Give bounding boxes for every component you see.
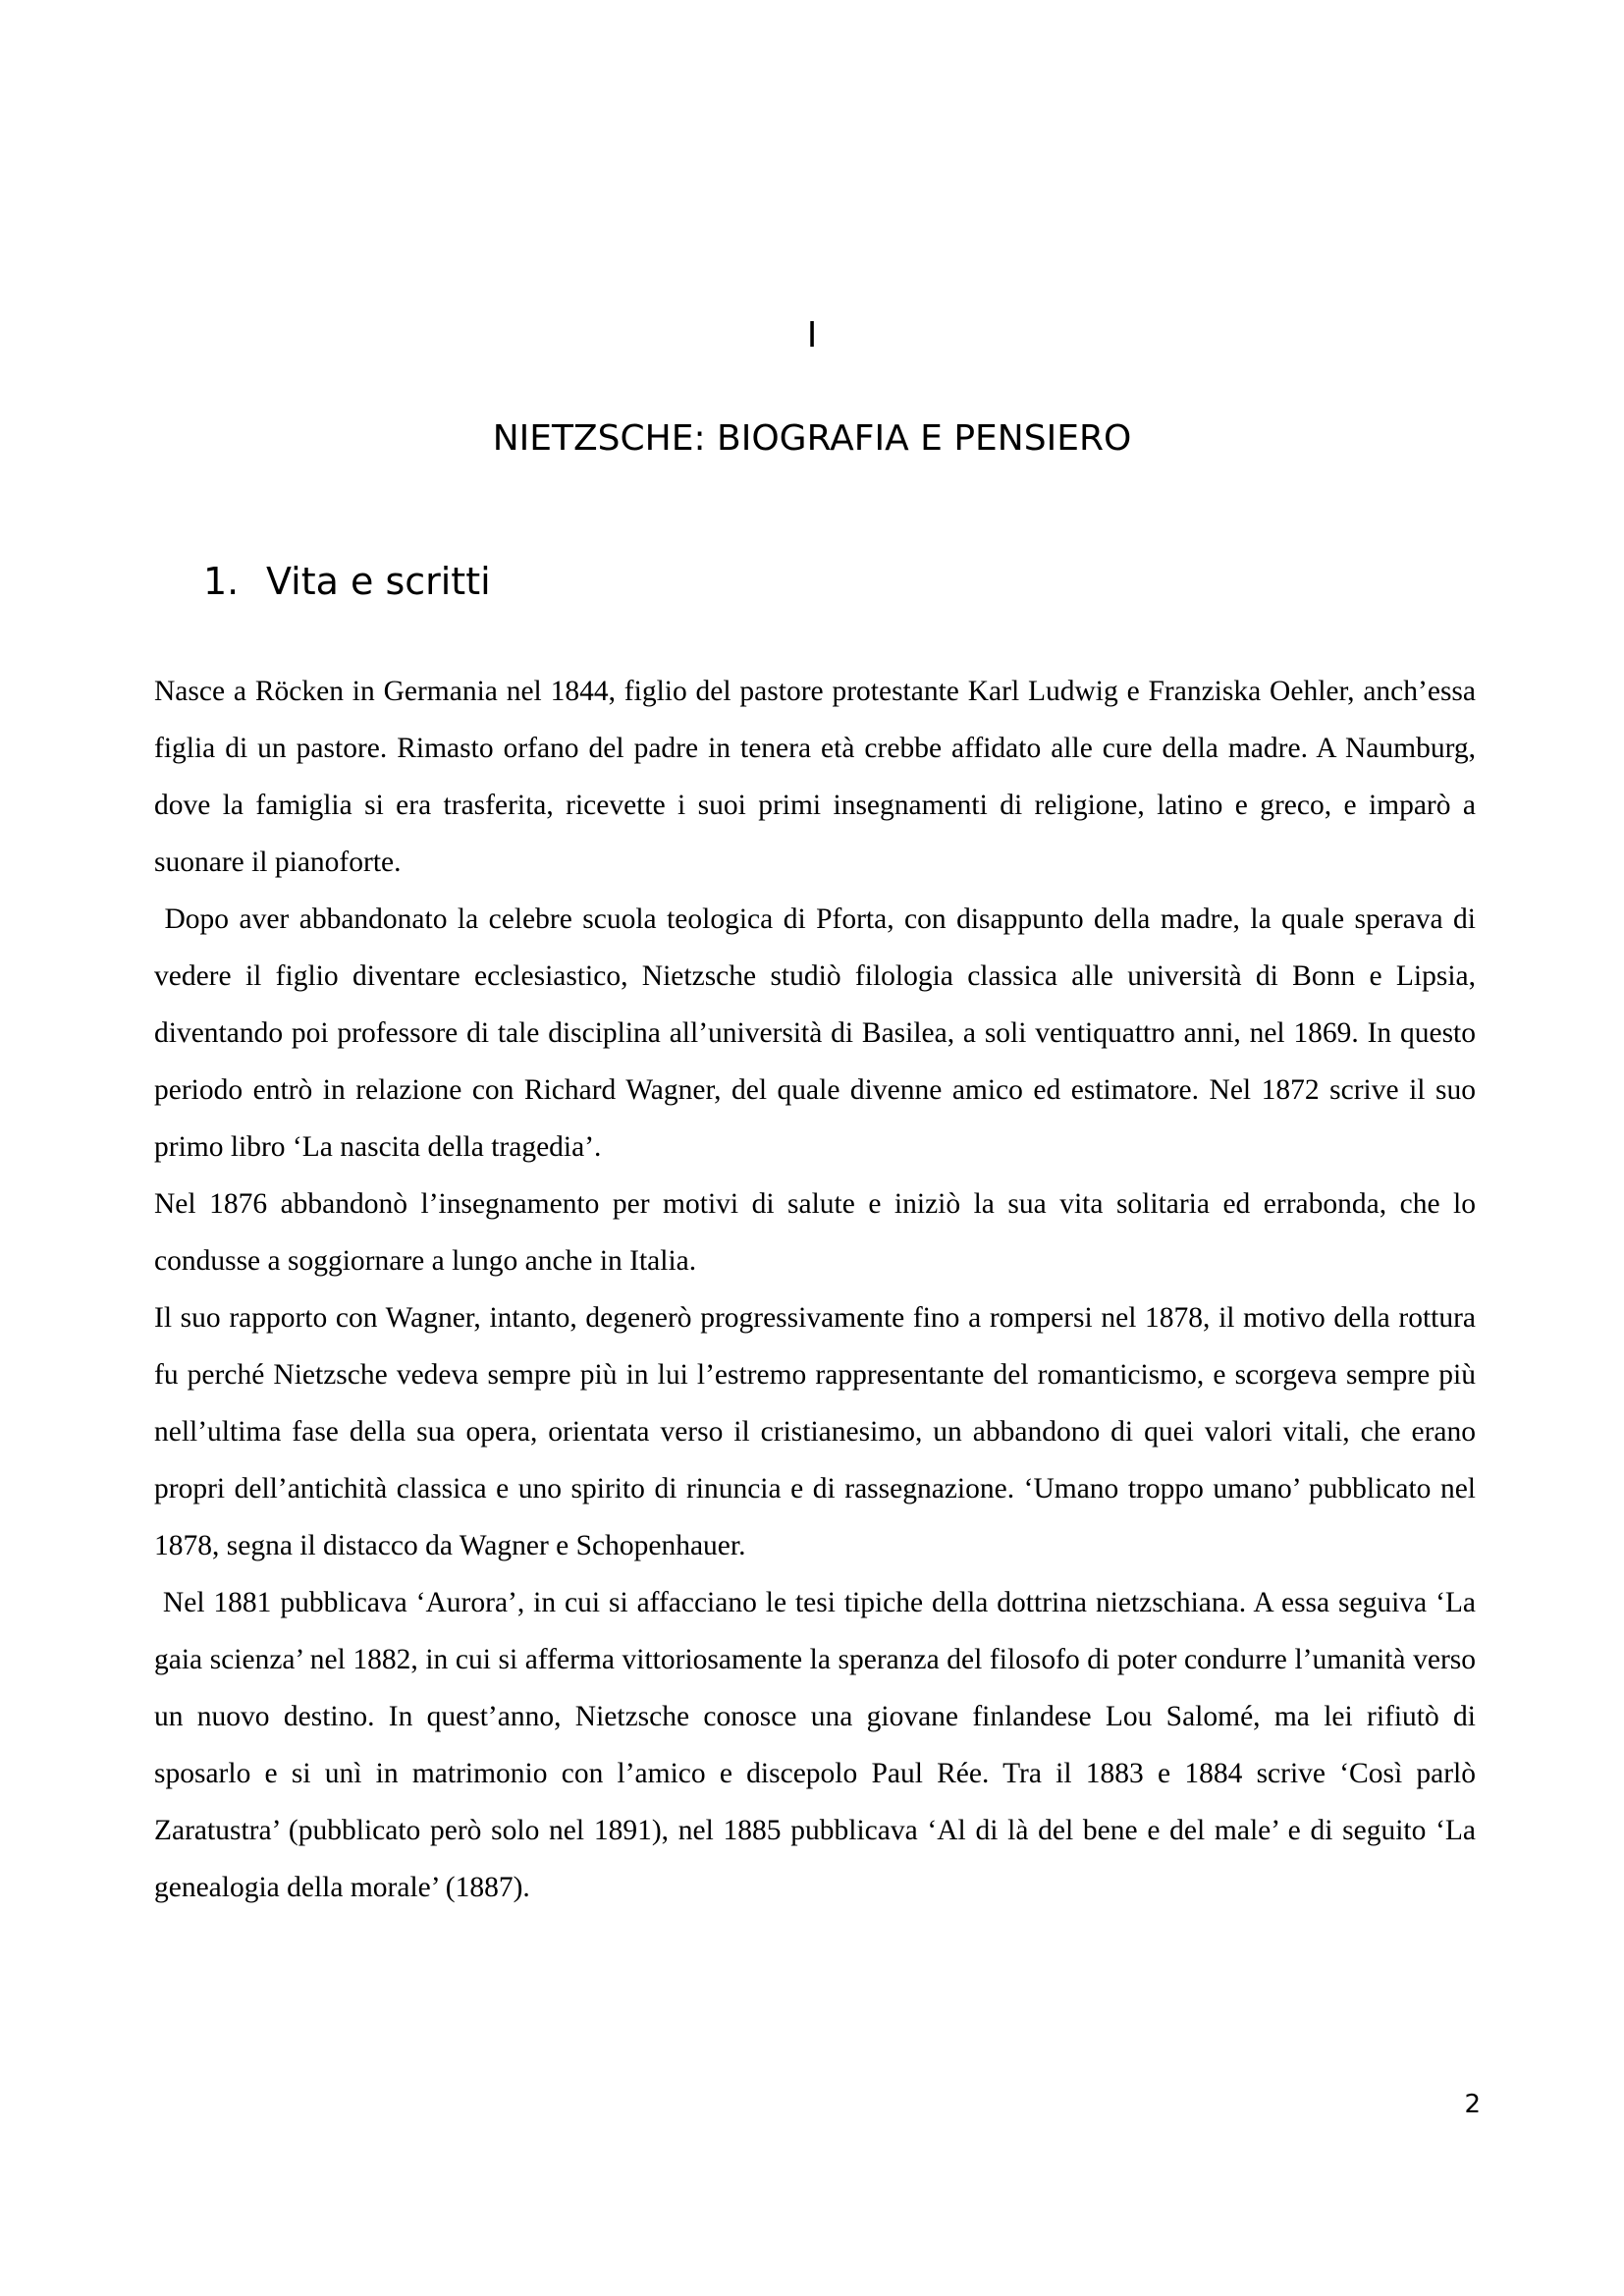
paragraph-2: Dopo aver abbandonato la celebre scuola teologica di Pforta, con disappunto della madre, la quale sperava di vedere il figlio diventare ecclesiastico, Nietzsche studiò filologia classica alle università di Bonn e Lipsia, diventando poi professore di tale disciplina all’università di Basilea, a soli ventiquattro anni, nel 1869. In questo periodo entrò in relazione con Richard Wagner, del quale divenne amico ed estimatore. Nel 1872 scrive il suo primo libro ‘La nascita della tragedia’. [154,903,1484,1163]
section-heading [203,556,491,607]
chapter-title: NIETZSCHE: BIOGRAFIA E PENSIERO [492,418,1132,459]
section-title: Vita e scritti [266,560,491,603]
body-text [154,663,1484,1916]
chapter-number: I [806,315,818,355]
paragraph-5: Nel 1881 pubblicava ‘Aurora’, in cui si affacciano le tesi tipiche della dottrina nietzschiana. A essa seguiva ‘La gaia scienza’ nel 1882, in cui si afferma vittoriosamente la speranza del filosofo di poter condurre l’umanità verso un nuovo destino. In quest’anno, Nietzsche conosce una giovane finlandese Lou Salomé, ma lei rifiutò di sposarlo e si unì in matrimonio con l’amico e discepolo Paul Rée. Tra il 1883 e 1884 scrive ‘Così parlò Zaratustra’ (pubblicato però solo nel 1891), nel 1885 pubblicava ‘Al di là del bene e del male’ e di seguito ‘La genealogia della morale’ (1887). [154,1587,1484,1903]
paragraph-3: Nel 1876 abbandonò l’insegnamento per motivi di salute e iniziò la sua vita solitaria ed errabonda, che lo condusse a soggiornare a lungo anche in Italia. [154,1188,1476,1277]
paragraph-1: Nasce a Röcken in Germania nel 1844, figlio del pastore protestante Karl Ludwig e Franziska Oehler, anch’essa figlia di un pastore. Rimasto orfano del padre in tenera età crebbe affidato alle cure della madre. A Naumburg, dove la famiglia si era trasferita, ricevette i suoi primi insegnamenti di religione, latino e greco, e imparò a suonare il pianoforte. [154,676,1476,878]
section-number: 1. [203,560,240,603]
paragraph-4: Il suo rapporto con Wagner, intanto, degenerò progressivamente fino a rompersi nel 1878, il motivo della rottura fu perché Nietzsche vedeva sempre più in lui l’estremo rappresentante del romanticismo, e scorgeva sempre più nell’ultima fase della sua opera, orientata verso il cristianesimo, un abbandono di quei valori vitali, che erano propri dell’antichità classica e uno spirito di rinuncia e di rassegnazione. ‘Umano troppo umano’ pubblicato nel 1878, segna il distacco da Wagner e Schopenhauer. [154,1302,1476,1561]
page-number: 2 [1464,2090,1481,2119]
